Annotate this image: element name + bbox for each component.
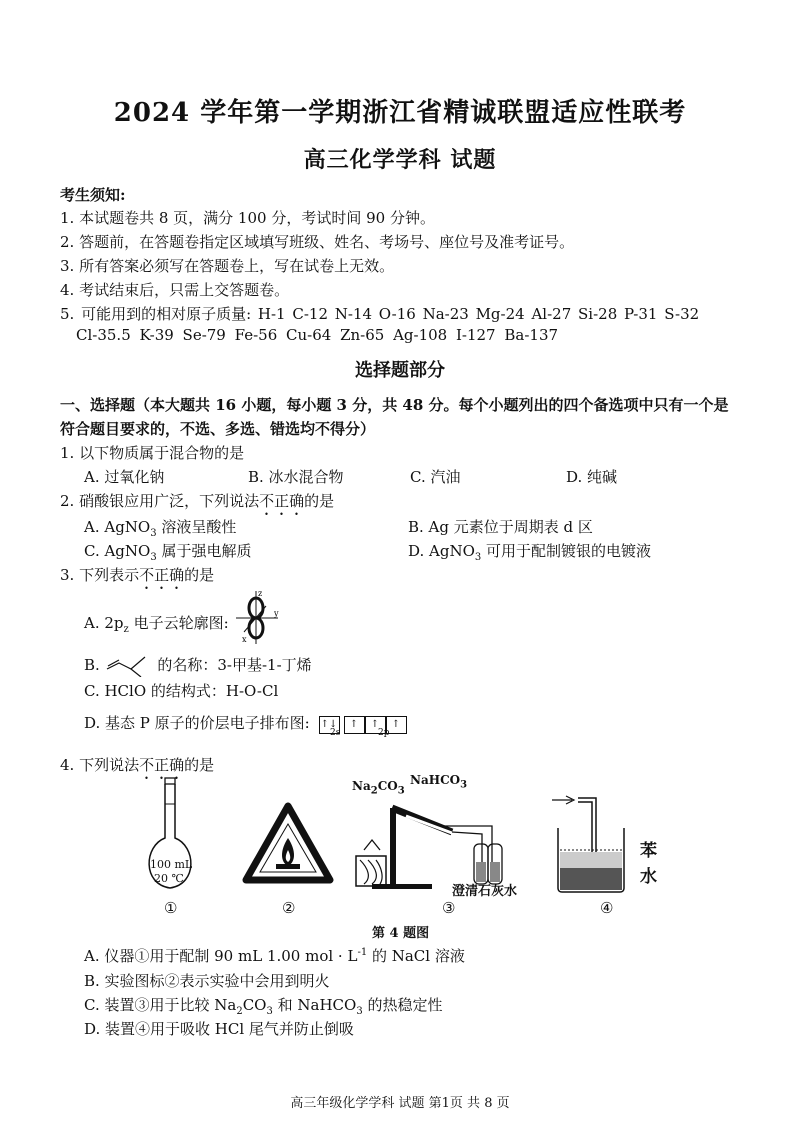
q2-option-c: C. AgNO$_3$ 属于强电解质 [84, 542, 252, 563]
limewater-label: 澄清石灰水 [452, 884, 518, 899]
flask-label: 20 ℃ [154, 872, 184, 885]
section-intro: 一、选择题（本大题共 16 小题，每小题 3 分，共 48 分。每个小题列出的四个备选项中只有一个是 [60, 396, 729, 414]
q1-option-d: D. 纯碱 [566, 468, 618, 486]
figure-number-2: ② [282, 899, 296, 917]
orbital-box: ↑ [365, 716, 386, 734]
section-title: 选择题部分 [355, 360, 445, 381]
thermal-stability-apparatus-icon [352, 800, 512, 892]
skeletal-formula-icon [105, 655, 153, 677]
svg-text:x: x [242, 635, 247, 644]
q4-option-a: A. 仪器①用于配制 90 mL 1.00 mol · $L^{-1}$ 的 NaCl 溶液 [84, 947, 465, 965]
q4-option-b: B. 实验图标②表示实验中会用到明火 [84, 972, 330, 990]
orbital-box: ↑ [386, 716, 407, 734]
q4-option-c: C. 装置③用于比较 $Na_2CO_3$ 和 NaHCO$_3$ 的热稳定性 [84, 996, 443, 1017]
p-orbital-icon [232, 588, 282, 646]
q2-stem: 2. 硝酸银应用广泛，下列说法不正确的是 [60, 492, 335, 510]
q3-stem: 3. 下列表示不正确的是 [60, 566, 215, 584]
figure-number-4: ④ [600, 899, 614, 917]
emphasis-text: 不正确 [139, 566, 185, 584]
q3-option-d: D. 基态 P 原子的价层电子排布图: ↑↓ ↑ ↑ ↑ [84, 712, 407, 734]
figure-number-1: ① [164, 899, 178, 917]
q3-option-c: C. HClO 的结构式：H-O-Cl [84, 682, 279, 700]
q3-option-a: A. $2p_z$ 电子云轮廓图: [84, 614, 229, 635]
note-item: 3. 所有答案必须写在答题卷上，写在试卷上无效。 [60, 257, 395, 275]
note-item: 2. 答题前，在答题卷指定区域填写班级、姓名、考场号、座位号及准考证号。 [60, 233, 575, 251]
orbital-box: ↑ [344, 716, 365, 734]
orbital-box: ↑↓ [319, 716, 340, 734]
q2-option-d: D. AgNO$_3$ 可用于配制镀银的电镀液 [408, 542, 652, 563]
note-item: Cl-35.5 K-39 Se-79 Fe-56 Cu-64 Zn-65 Ag-108 I-127 Ba-137 [76, 326, 559, 344]
benzene-label: 苯 [640, 841, 657, 861]
note-item: 4. 考试结束后，只需上交答题卷。 [60, 281, 290, 299]
emphasis-text: 不正确 [259, 492, 305, 510]
figure-number-3: ③ [442, 899, 456, 917]
notes-heading: 考生须知: [60, 186, 126, 204]
svg-text:z: z [258, 589, 263, 598]
q1-option-c: C. 汽油 [410, 468, 461, 486]
note-item: 1. 本试题卷共 8 页，满分 100 分，考试时间 90 分钟。 [60, 209, 435, 227]
q1-option-b: B. 冰水混合物 [248, 468, 344, 486]
q1-stem: 1. 以下物质属于混合物的是 [60, 444, 245, 462]
note-item: 5. 可能用到的相对原子质量: H-1 C-12 N-14 O-16 Na-23 Mg-24 Al-27 Si-28 P-31 S-32 [60, 305, 700, 323]
emphasis-text: 不正确 [139, 756, 185, 774]
figure-caption: 第 4 题图 [372, 926, 430, 941]
nahco3-label: NaHCO$_3$ [410, 773, 468, 791]
q3-option-b: B. 的名称：3-甲基-1-丁烯 [84, 654, 312, 677]
orbital-label-2p: 2p [378, 728, 390, 738]
water-label: 水 [640, 867, 657, 887]
q2-option-b: B. Ag 元素位于周期表 d 区 [408, 518, 593, 536]
exam-subtitle: 高三化学学科 试题 [303, 147, 497, 173]
gas-absorption-apparatus-icon [548, 794, 638, 894]
q4-option-d: D. 装置④用于吸收 HCl 尾气并防止倒吸 [84, 1020, 354, 1038]
orbital-label-2s: 2s [330, 728, 341, 738]
section-intro: 符合题目要求的，不选、多选、错选均不得分） [60, 420, 376, 438]
flask-label: 100 mL [150, 858, 193, 871]
page-footer: 高三年级化学学科 试题 第1页 共 8 页 [290, 1096, 510, 1111]
exam-title: 2024 学年第一学期浙江省精诚联盟适应性联考 [113, 98, 687, 128]
open-flame-icon [242, 802, 334, 884]
svg-text:y: y [274, 609, 279, 618]
q1-option-a: A. 过氧化钠 [84, 468, 165, 486]
na2co3-label: $Na_2CO_3$ [352, 779, 405, 797]
q4-stem: 4. 下列说法不正确的是 [60, 756, 215, 774]
q2-option-a: A. AgNO$_3$ 溶液呈酸性 [84, 518, 237, 539]
